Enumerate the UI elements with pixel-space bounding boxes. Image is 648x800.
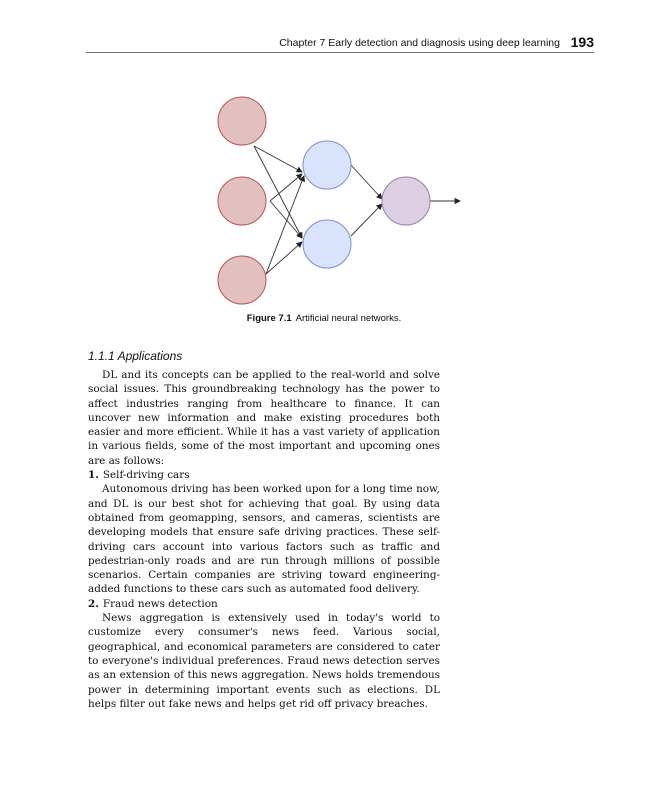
edge-i3-h1 <box>266 176 304 274</box>
list-item-1-heading <box>88 468 440 482</box>
page-number: 193 <box>570 34 594 50</box>
list-item-number: 2. <box>88 597 99 610</box>
output-node <box>382 177 430 225</box>
chapter-title: Chapter 7 Early detection and diagnosis using deep learning <box>279 37 560 49</box>
list-item-title: Self-driving cars <box>102 469 190 482</box>
section-heading: 1.1.1 Applications <box>88 349 183 363</box>
edge-h2-o <box>351 204 382 236</box>
list-item-2-heading <box>88 597 440 611</box>
edge-h1-o <box>351 165 382 199</box>
list-item-title: Fraud news detection <box>102 597 218 610</box>
input-node-1 <box>218 97 266 145</box>
figure-caption <box>0 313 648 324</box>
edge-i3-h2 <box>266 242 302 274</box>
hidden-node-2 <box>303 220 351 268</box>
neural-network-diagram <box>200 88 470 313</box>
input-node-3 <box>218 256 266 304</box>
edge-i2-h1 <box>270 174 302 201</box>
body-text <box>88 368 440 711</box>
list-item-1-paragraph: Autonomous driving has been worked upon for a long time now, and DL is our best shot for achieving that goal. By using data obtained from geomapping, sensors, and cameras, scientists are developing models that ensure safe driving practices. These self-driving cars account into various factors such as traffic and pedestrian-only roads and are run through millions of possible scenarios. Certain companies are striving toward engineering-added functions to these cars such as automated food delivery. <box>88 483 440 596</box>
input-node-2 <box>218 177 266 225</box>
hidden-node-1 <box>303 141 351 189</box>
figure-caption-text: Artificial neural networks. <box>295 313 402 324</box>
list-item-number: 1. <box>88 469 99 482</box>
figure-label: Figure 7.1 <box>246 313 292 324</box>
list-item-2-paragraph: News aggregation is extensively used in today's world to customize every consumer's news feed. Various social, geographical, and economical parameters are considered to cater to everyone's individual preferences. Fraud news detection serves as an extension of this news aggregation. News holds tremendous power in determining important events such as elections. DL helps filter out fake news and helps get rid off privacy breaches. <box>88 612 440 710</box>
intro-paragraph: DL and its concepts can be applied to the real-world and solve social issues. This groundbreaking technology has the power to affect industries ranging from healthcare to finance. It can uncover new information and make existing procedures both easier and more efficient. While it has a vast variety of application in various fields, some of the most important and upcoming ones are as follows: <box>88 369 440 467</box>
running-header <box>86 34 594 53</box>
